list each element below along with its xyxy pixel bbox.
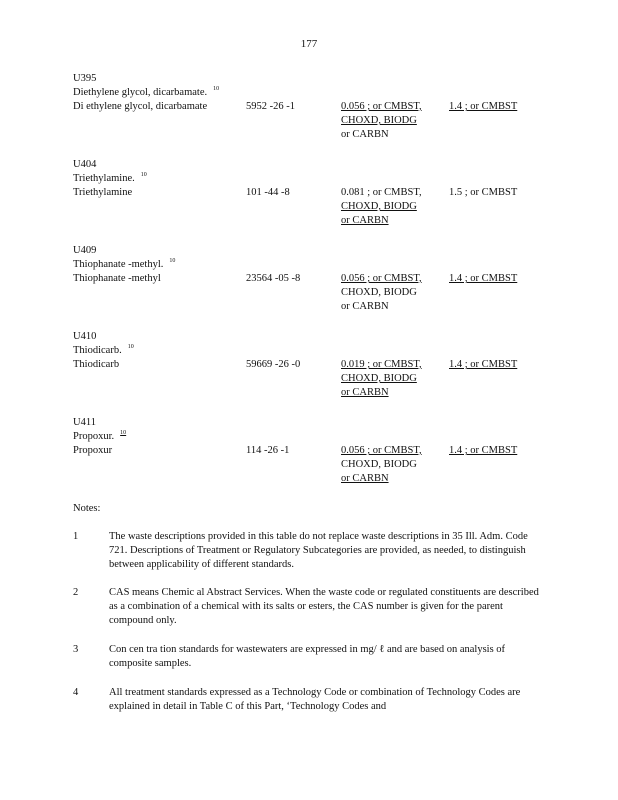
nonwastewater-standard: 1.4 ; or CMBST xyxy=(449,359,518,370)
note-text: All treatment standards expressed as a Technology Code or combination of Technology Codes are explained in detail in Table C of this Part, ‘Technology Codes and xyxy=(109,687,521,712)
nonwastewater-standard: 1.4 ; or CMBST xyxy=(449,273,518,284)
wastewater-standard-line2: CHOXD, BIODG xyxy=(341,373,417,384)
nonwastewater-standard: 1.5 ; or CMBST xyxy=(449,187,518,198)
cas-number: 5952 -26 -1 xyxy=(246,101,295,112)
wastewater-standard-line1: 0.081 ; or CMBST, xyxy=(341,187,422,198)
waste-code: U395 xyxy=(73,73,97,84)
entry-heading: Thiophanate -methyl. $^{10}$ xyxy=(73,258,176,270)
constituent-name: Thiodicarb xyxy=(73,359,120,370)
notes-title: Notes: xyxy=(73,503,101,514)
wastewater-standard-line2: CHOXD, BIODG xyxy=(341,201,417,212)
footnote-ref: 10 xyxy=(213,86,220,92)
constituent-name: Triethylamine xyxy=(73,187,133,198)
note-number: 4 xyxy=(73,687,79,698)
entry-heading: Diethylene glycol, dicarbamate. $^{10}$ xyxy=(73,86,220,98)
wastewater-standard-line1: 0.056 ; or CMBST, xyxy=(341,101,422,112)
footnote-ref: 10 xyxy=(120,430,127,436)
waste-code: U409 xyxy=(73,245,97,256)
entry-heading: Triethylamine. $^{10}$ xyxy=(73,172,147,184)
page-number: 177 xyxy=(300,38,318,50)
wastewater-standard-line2: CHOXD, BIODG xyxy=(341,115,417,126)
note-number: 3 xyxy=(73,644,79,655)
wastewater-standard-line3: or CARBN xyxy=(341,129,389,140)
note-text: CAS means Chemic al Abstract Services. When the waste code or regulated constituents are described as a combination of a chemical with its salts or esters, the CAS number is given for the parent compound only. xyxy=(109,587,539,626)
waste-code: U410 xyxy=(73,331,97,342)
note-text: Con cen tra tion standards for wastewaters are expressed in mg/ ℓ and are based on analysis of composite samples. xyxy=(109,644,506,669)
entry-heading: Thiodicarb. $^{10}$ xyxy=(73,344,134,356)
constituent-name: Propoxur xyxy=(73,445,113,456)
wastewater-standard-line3: or CARBN xyxy=(341,301,389,312)
entry-heading: Propoxur. $^{10}$ xyxy=(73,430,127,442)
wastewater-standard-line1: 0.019 ; or CMBST, xyxy=(341,359,422,370)
footnote-ref: 10 xyxy=(169,258,176,264)
nonwastewater-standard: 1.4 ; or CMBST xyxy=(449,445,518,456)
nonwastewater-standard: 1.4 ; or CMBST xyxy=(449,101,518,112)
footnote-ref: 10 xyxy=(127,344,134,350)
constituent-name: Thiophanate -methyl xyxy=(73,273,161,284)
wastewater-standard-line1: 0.056 ; or CMBST, xyxy=(341,273,422,284)
waste-code: U404 xyxy=(73,159,97,170)
wastewater-standard-line1: 0.056 ; or CMBST, xyxy=(341,445,422,456)
constituent-name: Di ethylene glycol, dicarbamate xyxy=(73,101,208,112)
cas-number: 23564 -05 -8 xyxy=(246,273,301,284)
wastewater-standard-line2: CHOXD, BIODG xyxy=(341,459,417,470)
wastewater-standard-line3: or CARBN xyxy=(341,387,389,398)
note-text: The waste descriptions provided in this table do not replace waste descriptions in 35 Ill. Adm. Code 721. Descriptions of Treatment or Regulatory Subcategories are provided, as needed, to distinguish between applicability of different standards. xyxy=(109,531,528,570)
cas-number: 101 -44 -8 xyxy=(246,187,290,198)
cas-number: 59669 -26 -0 xyxy=(246,359,301,370)
note-number: 2 xyxy=(73,587,79,598)
note-number: 1 xyxy=(73,531,79,542)
wastewater-standard-line3: or CARBN xyxy=(341,473,389,484)
footnote-ref: 10 xyxy=(140,172,147,178)
wastewater-standard-line2: CHOXD, BIODG xyxy=(341,287,417,298)
wastewater-standard-line3: or CARBN xyxy=(341,215,389,226)
cas-number: 114 -26 -1 xyxy=(246,445,290,456)
waste-code: U411 xyxy=(73,417,96,428)
